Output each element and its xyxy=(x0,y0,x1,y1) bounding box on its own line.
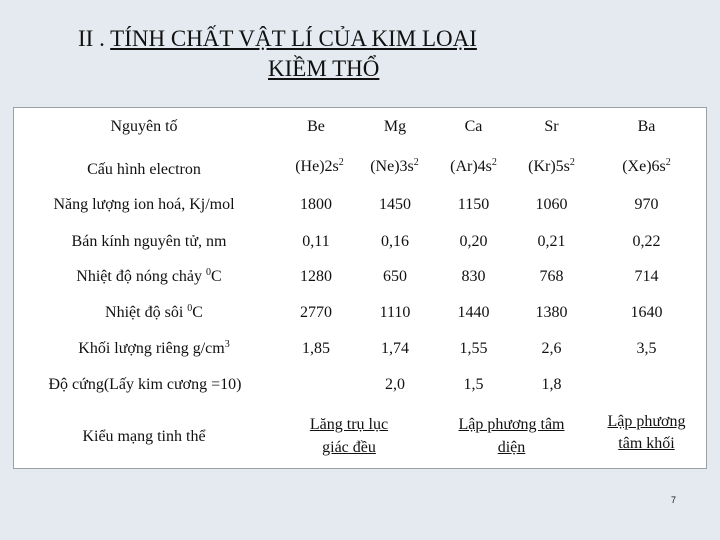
density-ca: 1,55 xyxy=(459,340,488,357)
config-ba: $(Xe)6s^2$ xyxy=(622,157,671,175)
ionization-ca: 1150 xyxy=(457,196,490,213)
ionization-be: 1800 xyxy=(300,196,332,213)
melting-ba: 714 xyxy=(634,268,659,285)
hardness-ca: 1,5 xyxy=(463,376,484,393)
lattice-hexagonal-line-1: Lăng trụ lục xyxy=(309,416,389,433)
radius-sr: 0,21 xyxy=(537,233,566,250)
boiling-sr: 1380 xyxy=(535,304,568,321)
boiling-be: 2770 xyxy=(300,304,332,321)
density-mg: 1,74 xyxy=(381,340,409,357)
boiling-ba: 1640 xyxy=(630,304,663,321)
density-ba: 3,5 xyxy=(636,340,657,357)
row-label-melting-point: Nhiệt độ nóng chảy $^0$C xyxy=(76,267,222,285)
radius-mg: 0,16 xyxy=(381,233,409,250)
melting-mg: 650 xyxy=(383,268,407,285)
radius-be: 0,11 xyxy=(302,233,330,250)
lattice-fcc-line-1: Lập phương tâm xyxy=(458,416,565,433)
hardness-sr: 1,8 xyxy=(541,376,562,393)
row-label-density: Khối lượng riêng $g/cm^3$ xyxy=(78,339,230,357)
element-ca: Ca xyxy=(464,118,483,135)
row-label-lattice: Kiểu mạng tinh thể xyxy=(82,428,206,445)
config-ca: $(Ar)4s^2$ xyxy=(450,157,497,175)
element-be: Be xyxy=(307,118,325,135)
melting-be: 1280 xyxy=(300,268,332,285)
element-sr: Sr xyxy=(544,118,559,135)
title-line-2: KIỀM THỔ xyxy=(268,56,380,81)
lattice-hexagonal-line-2: giác đều xyxy=(322,439,376,456)
lattice-fcc-line-2: diện xyxy=(497,439,526,456)
lattice-bcc-line-2: tâm khối xyxy=(618,435,675,452)
row-label-boiling-point: Nhiệt độ sôi $^0$C xyxy=(105,303,203,321)
properties-table xyxy=(13,107,707,469)
page-number: 7 xyxy=(671,495,677,505)
config-be: $(He)2s^2$ xyxy=(295,157,344,175)
element-ba: Ba xyxy=(637,118,656,135)
row-label-ionization-energy: Năng lượng ion hoá, Kj/mol xyxy=(53,196,235,213)
hardness-mg: 2,0 xyxy=(385,376,405,393)
title-line-1: TÍNH CHẤT VẬT LÍ CỦA KIM LOẠI xyxy=(110,26,477,51)
element-mg: Mg xyxy=(383,118,407,135)
header-label: Nguyên tố xyxy=(110,118,178,135)
density-be: 1,85 xyxy=(302,340,330,357)
density-sr: 2,6 xyxy=(541,340,562,357)
radius-ba: 0,22 xyxy=(632,233,661,250)
title-numeral: II . xyxy=(78,26,105,51)
page-title xyxy=(78,24,638,84)
lattice-bcc-line-1: Lập phương xyxy=(607,413,686,430)
melting-sr: 768 xyxy=(539,268,564,285)
row-label-electron-config: Cấu hình electron xyxy=(87,161,201,178)
melting-ca: 830 xyxy=(461,268,486,285)
row-label-atomic-radius: Bán kính nguyên tử, nm xyxy=(71,233,227,250)
ionization-ba: 970 xyxy=(634,196,659,213)
row-label-hardness: Độ cứng(Lấy kim cương =10) xyxy=(48,376,242,393)
ionization-sr: 1060 xyxy=(535,196,568,213)
ionization-mg: 1450 xyxy=(379,196,411,213)
radius-ca: 0,20 xyxy=(459,233,488,250)
config-sr: $(Kr)5s^2$ xyxy=(528,157,575,175)
boiling-mg: 1110 xyxy=(379,304,411,321)
boiling-ca: 1440 xyxy=(457,304,490,321)
config-mg: $(Ne)3s^2$ xyxy=(370,157,419,175)
